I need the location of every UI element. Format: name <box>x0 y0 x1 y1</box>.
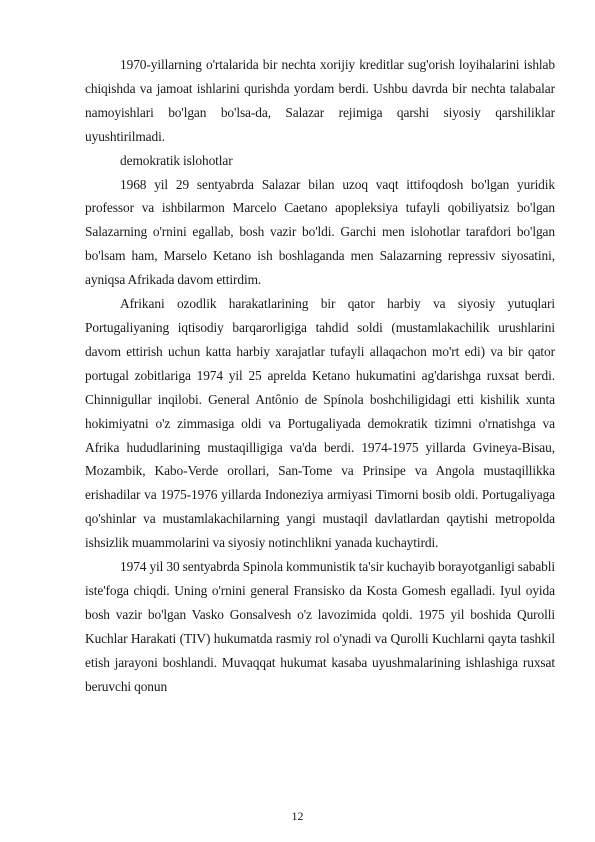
page-number: 12 <box>291 809 304 823</box>
paragraph-foreign-credits: 1970-yillarning o'rtalarida bir nechta xorijiy kreditlar sug'orish loyihalarini ishlab chiqishda va jamoat ishlarini qurishda yordam berdi. Ushbu davrda bir nechta talabalar namoyishlari bo'lgan bo'lsa-da, Salazar rejimiga qarshi siyosiy qarshiliklar uyushtirilmadi. <box>85 57 555 144</box>
paragraph-caetano: 1968 yil 29 sentyabrda Salazar bilan uzoq vaqt ittifoqdosh bo'lgan yuridik professor va ishbilarmon Marcelo Caetano apopleksiya tufayli qobiliyatsiz bo'lgan Salazarning o'rnini egallab, bosh vazir bo'ldi. Garchi men islohotlar tarafdori bo'lgan bo'lsam ham, Marselo Ketano ish boshlaganda men Salazarning repressiv siyosatini, ayniqsa Afrikada davom ettirdim. <box>85 176 555 288</box>
page-body <box>85 53 555 698</box>
paragraph-carnation-revolution: Afrikani ozodlik harakatlarining bir qator harbiy va siyosiy yutuqlari Portugaliyaning iqtisodiy barqarorligiga tahdid soldi (mustamlakachilik urushlarini davom ettirish uchun katta harbiy xarajatlar tufayli allaqachon mo'rt edi) va bir qator portugal zobitlariga 1974 yil 25 aprelda Ketano hukumatini ag'darishga ruxsat berdi. Chinnigullar inqilobi. General Antônio de Spínola boshchiligidagi etti kishilik xunta hokimiyatni o'z zimmasiga oldi va Portugaliyada demokratik tizimni o'rnatishga va Afrika hududlarining mustaqilligiga va'da berdi. 1974-1975 yillarda Gvineya-Bisau, Mozambik, Kabo-Verde orollari, San-Tome va Prinsipe va Angola mustaqillikka erishadilar va 1975-1976 yillarda Indoneziya armiyasi Timorni bosib oldi. Portugaliyaga qo'shinlar va mustamlakachilarning yangi mustaqil davlatlardan qaytishi metropolda ishsizlik muammolarini va siyosiy notinchlikni yanada kuchaytirdi. <box>85 296 555 551</box>
section-heading-democratic-reforms: demokratik islohotlar <box>120 152 233 168</box>
paragraph-spinola-resignation: 1974 yil 30 sentyabrda Spinola kommunistik ta'sir kuchayib borayotganligi sababli iste'foga chiqdi. Uning o'rnini general Fransisko da Kosta Gomesh egalladi. Iyul oyida bosh vazir bo'lgan Vasko Gonsalvesh o'z lavozimida qoldi. 1975 yil boshida Qurolli Kuchlar Harakati (TIV) hukumatda rasmiy rol o'ynadi va Qurolli Kuchlarni qayta tashkil etish jarayoni boshlandi. Muvaqqat hukumat kasaba uyushmalarining ishlashiga ruxsat beruvchi qonun <box>85 559 555 694</box>
